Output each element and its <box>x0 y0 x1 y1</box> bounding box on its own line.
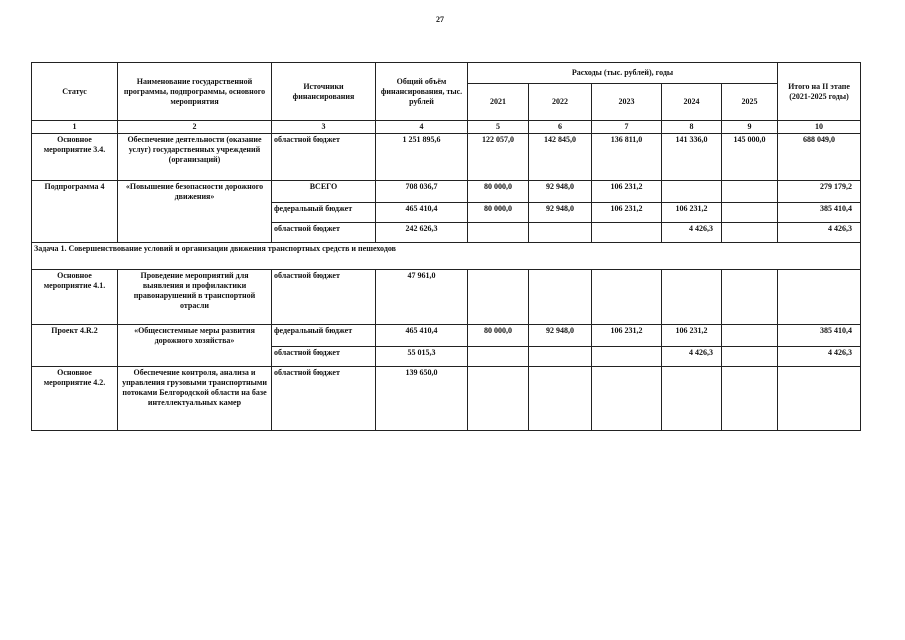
row-2022: 92 948,0 <box>529 203 592 223</box>
row-name: Обеспечение деятельности (оказание услуг) государственных учреждений (организаций) <box>118 134 272 181</box>
row-total: 139 650,0 <box>376 367 468 431</box>
header-stage-total: Итого на II этапе (2021-2025 годы) <box>778 63 861 121</box>
row-source: областной бюджет <box>272 270 376 325</box>
row-stage: 385 410,4 <box>778 325 861 347</box>
row-stage <box>778 367 861 431</box>
row-2021 <box>468 347 529 367</box>
row-2023: 136 811,0 <box>592 134 662 181</box>
row-2021: 80 000,0 <box>468 325 529 347</box>
row-2023: 106 231,2 <box>592 203 662 223</box>
header-year: 2025 <box>722 84 778 121</box>
row-2025 <box>722 270 778 325</box>
row-name: «Общесистемные меры развития дорожного хозяйства» <box>118 325 272 367</box>
header-year: 2022 <box>529 84 592 121</box>
row-2024: 106 231,2 <box>662 203 722 223</box>
col-number: 6 <box>529 121 592 134</box>
row-2024: 4 426,3 <box>662 347 722 367</box>
header-row <box>32 63 861 84</box>
row-2025 <box>722 203 778 223</box>
row-2022: 92 948,0 <box>529 325 592 347</box>
header-year: 2024 <box>662 84 722 121</box>
row-source: федеральный бюджет <box>272 203 376 223</box>
row-stage: 688 049,0 <box>778 134 861 181</box>
row-2022: 142 845,0 <box>529 134 592 181</box>
row-source: областной бюджет <box>272 367 376 431</box>
row-2024 <box>662 367 722 431</box>
task-title: Задача 1. Совершенствование условий и организации движения транспортных средств и пешеходов <box>32 243 861 270</box>
row-2021: 80 000,0 <box>468 203 529 223</box>
row-status: Основное мероприятие 3.4. <box>32 134 118 181</box>
row-name: Обеспечение контроля, анализа и управления грузовыми транспортными потоками Белгородской области на базе интеллектуальных камер <box>118 367 272 431</box>
row-2023 <box>592 223 662 243</box>
row-2024 <box>662 181 722 203</box>
col-number: 8 <box>662 121 722 134</box>
row-stage: 4 426,3 <box>778 223 861 243</box>
row-source: областной бюджет <box>272 347 376 367</box>
row-2024: 106 231,2 <box>662 325 722 347</box>
row-2025 <box>722 367 778 431</box>
header-sources: Источники финансирования <box>272 63 376 121</box>
row-total: 708 036,7 <box>376 181 468 203</box>
row-2022 <box>529 223 592 243</box>
column-number-row <box>32 121 861 134</box>
col-number: 1 <box>32 121 118 134</box>
row-total: 47 961,0 <box>376 270 468 325</box>
row-2023 <box>592 270 662 325</box>
row-stage <box>778 270 861 325</box>
header-year: 2023 <box>592 84 662 121</box>
row-total: 465 410,4 <box>376 203 468 223</box>
row-2021 <box>468 223 529 243</box>
table-row <box>32 181 861 203</box>
row-source: областной бюджет <box>272 134 376 181</box>
row-status: Основное мероприятие 4.2. <box>32 367 118 431</box>
header-name: Наименование государственной программы, подпрограммы, основного мероприятия <box>118 63 272 121</box>
table-row <box>32 134 861 181</box>
row-2023: 106 231,2 <box>592 325 662 347</box>
col-number: 10 <box>778 121 861 134</box>
row-2022 <box>529 347 592 367</box>
col-number: 9 <box>722 121 778 134</box>
row-source: областной бюджет <box>272 223 376 243</box>
row-2025 <box>722 325 778 347</box>
table-row <box>32 325 861 347</box>
row-2022: 92 948,0 <box>529 181 592 203</box>
row-2024 <box>662 270 722 325</box>
row-status: Проект 4.R.2 <box>32 325 118 367</box>
row-stage: 385 410,4 <box>778 203 861 223</box>
financing-table <box>31 62 861 431</box>
row-2023: 106 231,2 <box>592 181 662 203</box>
col-number: 3 <box>272 121 376 134</box>
table-row <box>32 270 861 325</box>
row-total: 242 626,3 <box>376 223 468 243</box>
col-number: 4 <box>376 121 468 134</box>
col-number: 2 <box>118 121 272 134</box>
col-number: 7 <box>592 121 662 134</box>
row-2024: 4 426,3 <box>662 223 722 243</box>
row-2021 <box>468 270 529 325</box>
row-name: Проведение мероприятий для выявления и профилактики правонарушений в транспортной отрасли <box>118 270 272 325</box>
row-2022 <box>529 367 592 431</box>
page-number: 27 <box>436 15 444 24</box>
row-total: 1 251 895,6 <box>376 134 468 181</box>
row-2024: 141 336,0 <box>662 134 722 181</box>
header-year: 2021 <box>468 84 529 121</box>
row-2021 <box>468 367 529 431</box>
row-total: 55 015,3 <box>376 347 468 367</box>
header-status: Статус <box>32 63 118 121</box>
row-2021: 122 057,0 <box>468 134 529 181</box>
row-2022 <box>529 270 592 325</box>
row-source: федеральный бюджет <box>272 325 376 347</box>
row-2025: 145 000,0 <box>722 134 778 181</box>
row-total: 465 410,4 <box>376 325 468 347</box>
row-name: «Повышение безопасности дорожного движения» <box>118 181 272 243</box>
row-status: Основное мероприятие 4.1. <box>32 270 118 325</box>
row-stage: 4 426,3 <box>778 347 861 367</box>
header-expenses: Расходы (тыс. рублей), годы <box>468 63 778 84</box>
row-2025 <box>722 181 778 203</box>
row-2025 <box>722 223 778 243</box>
row-2025 <box>722 347 778 367</box>
col-number: 5 <box>468 121 529 134</box>
table-row <box>32 367 861 431</box>
header-total: Общий объём финансирования, тыс. рублей <box>376 63 468 121</box>
row-2023 <box>592 367 662 431</box>
row-source: ВСЕГО <box>272 181 376 203</box>
row-stage: 279 179,2 <box>778 181 861 203</box>
row-2023 <box>592 347 662 367</box>
task-row <box>32 243 861 270</box>
row-status: Подпрограмма 4 <box>32 181 118 243</box>
row-2021: 80 000,0 <box>468 181 529 203</box>
